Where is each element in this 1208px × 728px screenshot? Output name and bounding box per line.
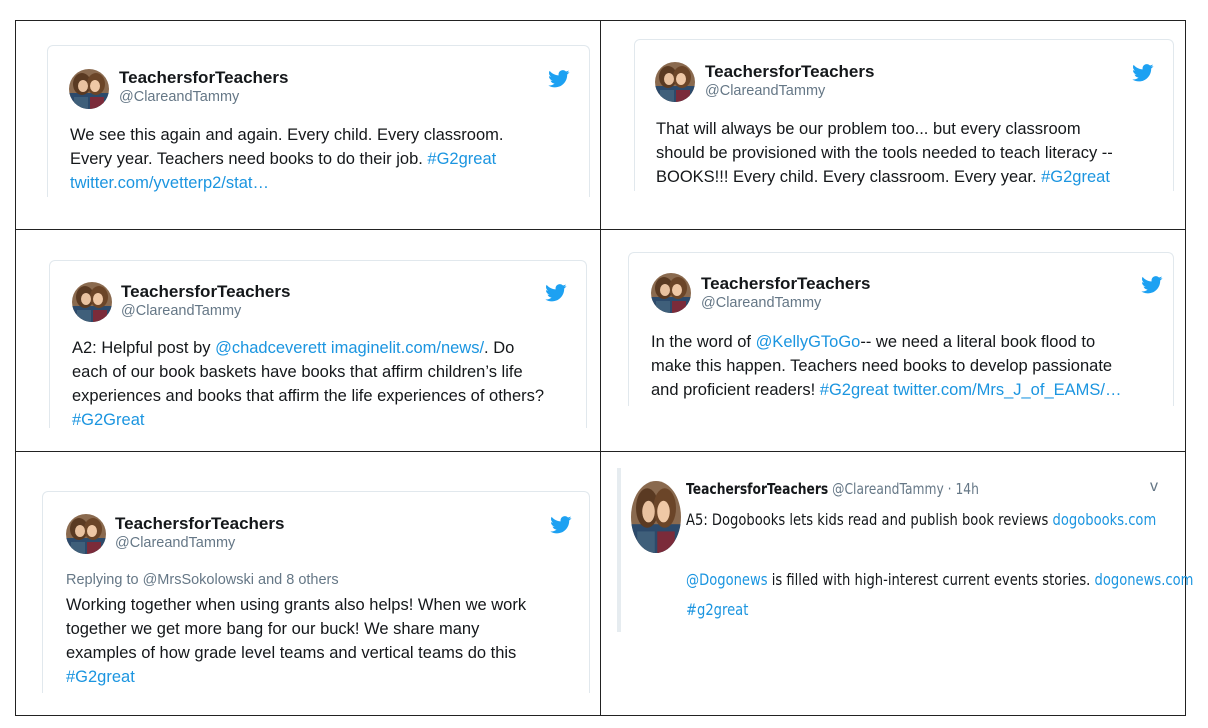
grid-divider-vertical bbox=[600, 20, 601, 716]
twitter-bird-icon[interactable] bbox=[1132, 64, 1154, 82]
tweet-text-segment: BOOKS!!! Every child. Every classroom. Every year. bbox=[656, 168, 1042, 186]
author-handle[interactable]: @ClareandTammy bbox=[701, 295, 822, 311]
tweet-link[interactable]: twitter.com/Mrs_J_of_EAMS/… bbox=[893, 381, 1122, 399]
reply-context[interactable]: Replying to @MrsSokolowski and 8 others bbox=[66, 572, 339, 588]
tweet-text-segment: Working together when using grants also helps! When we work bbox=[66, 596, 527, 614]
avatar[interactable] bbox=[72, 282, 112, 322]
tweet-card[interactable] bbox=[628, 252, 1174, 406]
tweet-text-segment: . Do bbox=[484, 339, 515, 357]
tweet-text-segment: together we get more bang for our buck! We share many bbox=[66, 620, 480, 638]
tweet-link[interactable]: imaginelit.com/news/ bbox=[330, 339, 485, 357]
tweet-line bbox=[651, 330, 1121, 354]
tweet-line bbox=[66, 593, 526, 617]
tweet-line bbox=[72, 336, 544, 360]
chevron-down-icon[interactable]: v bbox=[1150, 478, 1158, 495]
tweet-line bbox=[656, 141, 1113, 165]
tweet-link[interactable]: dogonews.com bbox=[1094, 570, 1194, 589]
author-handle[interactable]: @ClareandTammy bbox=[832, 480, 944, 498]
tweet-line bbox=[651, 378, 1121, 402]
tweet-text-segment: each of our book baskets have books that affirm children’s life bbox=[72, 363, 523, 381]
tweet-text-line bbox=[686, 510, 1156, 529]
tweet-line bbox=[66, 617, 526, 641]
avatar[interactable] bbox=[66, 514, 106, 554]
tweet-link[interactable]: #G2great bbox=[819, 381, 889, 399]
tweet-text-segment: In the word of bbox=[651, 333, 756, 351]
tweet-text-segment: is filled with high-interest current events stories. bbox=[767, 570, 1095, 589]
author-handle[interactable]: @ClareandTammy bbox=[119, 89, 240, 105]
avatar[interactable] bbox=[631, 481, 681, 553]
tweet-line bbox=[72, 384, 544, 408]
tweet-text-segment: experiences and books that affirm the life experiences of others? bbox=[72, 387, 545, 405]
tweet-line bbox=[656, 117, 1113, 141]
twitter-bird-icon[interactable] bbox=[1141, 276, 1163, 294]
tweet-text bbox=[656, 117, 1113, 189]
author-handle[interactable]: @ClareandTammy bbox=[115, 535, 236, 551]
author-name[interactable]: TeachersforTeachers bbox=[686, 480, 829, 498]
tweet-line bbox=[66, 641, 526, 665]
author-name[interactable]: TeachersforTeachers bbox=[119, 68, 289, 87]
tweet-line bbox=[72, 360, 544, 384]
tweet-line bbox=[66, 665, 526, 689]
twitter-bird-icon[interactable] bbox=[545, 284, 567, 302]
tweet-text-line bbox=[686, 570, 1193, 589]
tweet-card[interactable] bbox=[47, 45, 590, 197]
tweet-text-segment: That will always be our problem too... but every classroom bbox=[656, 120, 1081, 138]
author-name[interactable]: TeachersforTeachers bbox=[705, 62, 875, 81]
tweet-text-segment: Every year. Teachers need books to do their job. bbox=[70, 150, 428, 168]
tweet-text bbox=[66, 593, 526, 689]
author-handle[interactable]: @ClareandTammy bbox=[705, 83, 826, 99]
tweet-text-segment: make this happen. Teachers need books to develop passionate bbox=[651, 357, 1113, 375]
tweet-card[interactable] bbox=[42, 491, 590, 693]
tweet-link[interactable]: #G2great bbox=[1041, 168, 1110, 186]
tweet-line bbox=[70, 147, 504, 171]
tweet-link[interactable]: twitter.com/yvetterp2/stat… bbox=[70, 174, 269, 192]
tweet-link[interactable]: #g2great bbox=[686, 600, 749, 619]
tweet-line bbox=[70, 123, 504, 147]
tweet-link[interactable]: dogobooks.com bbox=[1052, 510, 1157, 529]
tweet-link[interactable]: #G2great bbox=[427, 150, 497, 168]
tweet-line bbox=[70, 171, 504, 195]
author-name[interactable]: TeachersforTeachers bbox=[115, 514, 285, 533]
avatar[interactable] bbox=[69, 69, 109, 109]
tweet-link[interactable]: @chadceverett bbox=[215, 339, 327, 357]
tweet-card[interactable] bbox=[634, 39, 1174, 191]
tweet-line bbox=[72, 408, 544, 432]
tweet-card[interactable] bbox=[49, 260, 587, 428]
tweet-text bbox=[72, 336, 544, 432]
thread-bar bbox=[617, 468, 621, 632]
tweet-text-segment: We see this again and again. Every child. Every classroom. bbox=[70, 126, 504, 144]
grid-divider-horizontal-1 bbox=[15, 229, 1186, 230]
twitter-bird-icon[interactable] bbox=[550, 516, 572, 534]
author-handle[interactable]: @ClareandTammy bbox=[121, 303, 242, 319]
tweet-link[interactable]: #G2great bbox=[66, 668, 135, 686]
tweet-text bbox=[651, 330, 1121, 402]
tweet-header bbox=[686, 480, 979, 498]
tweet-text-segment: -- we need a literal book flood to bbox=[860, 333, 1096, 351]
tweet-text-segment: and proficient readers! bbox=[651, 381, 820, 399]
avatar[interactable] bbox=[655, 62, 695, 102]
tweet-link[interactable]: @KellyGToGo bbox=[755, 333, 861, 351]
grid-divider-horizontal-2 bbox=[15, 451, 1186, 452]
tweet-line bbox=[656, 165, 1113, 189]
tweet-text bbox=[70, 123, 504, 195]
tweet-text-segment: A5: Dogobooks lets kids read and publish book reviews bbox=[686, 510, 1053, 529]
avatar[interactable] bbox=[651, 273, 691, 313]
tweet-link[interactable]: #G2Great bbox=[72, 411, 145, 429]
tweet-line bbox=[651, 354, 1121, 378]
tweet-text-segment: A2: Helpful post by bbox=[72, 339, 216, 357]
tweet-text-segment: should be provisioned with the tools needed to teach literacy -- bbox=[656, 144, 1113, 162]
twitter-bird-icon[interactable] bbox=[548, 70, 570, 88]
author-name[interactable]: TeachersforTeachers bbox=[121, 282, 291, 301]
tweet-text-line bbox=[686, 600, 748, 619]
tweet-link[interactable]: @Dogonews bbox=[686, 570, 768, 589]
timestamp[interactable]: · 14h bbox=[947, 480, 979, 498]
tweet-text-segment: examples of how grade level teams and vertical teams do this bbox=[66, 644, 517, 662]
author-name[interactable]: TeachersforTeachers bbox=[701, 274, 871, 293]
